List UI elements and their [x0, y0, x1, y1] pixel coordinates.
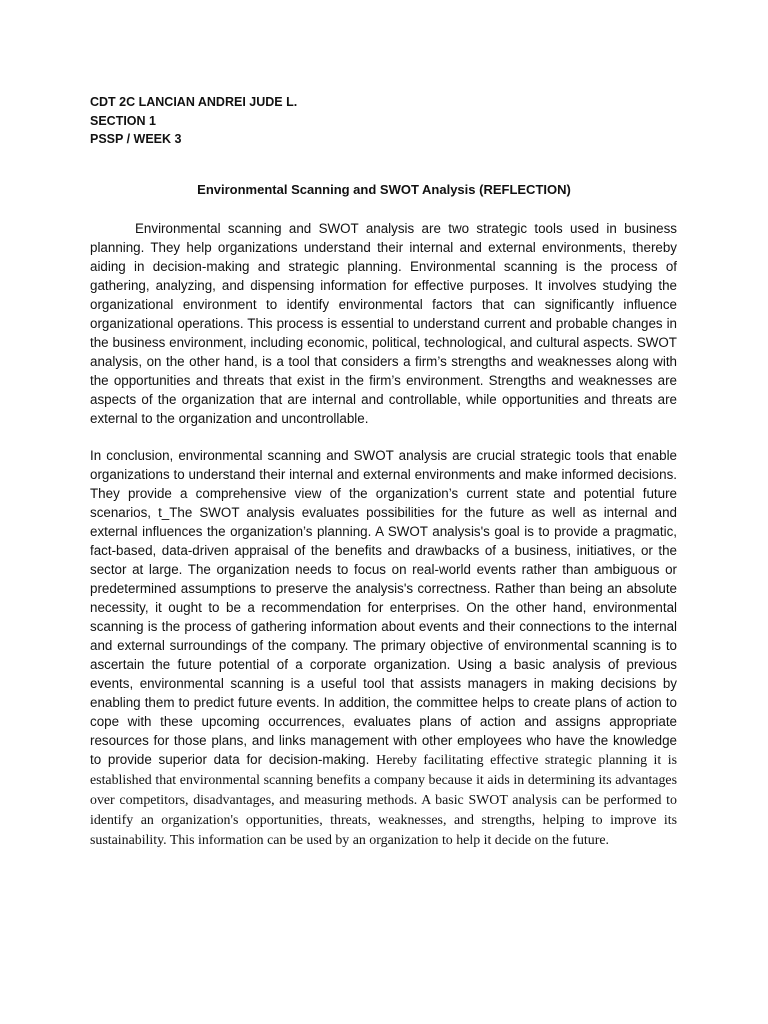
paragraph-intro: Environmental scanning and SWOT analysis are two strategic tools used in business planning. They help organizations understand their internal and external environments, thereby aiding in decision-making and strategic planning. Environmental scanning is the process of gathering, analyzing, and dispensing information for effective purposes. It involves studying the organizational environment to identify environmental factors that can significantly influence organizational operations. This process is essential to understand current and probable changes in the business environment, including economic, political, technological, and cultural aspects. SWOT analysis, on the other hand, is a tool that considers a firm’s strengths and weaknesses along with the opportunities and threats that exist in the firm’s environment. Strengths and weaknesses are aspects of the organization that are internal and controllable, while opportunities and threats are external to the organization and uncontrollable. — [90, 221, 677, 426]
document-title: Environmental Scanning and SWOT Analysis (REFLECTION) — [197, 182, 571, 197]
paragraph-conclusion-serif: Hereby facilitating effective strategic planning it is established that environmental scanning benefits a company because it aids in determining its advantages over competitors, disadvantages, and measuring methods. A basic SWOT analysis can be performed to identify an organization's opportunities, threats, weaknesses, and strengths, helping to improve its sustainability. This information can be used by an organization to help it decide on the future. — [90, 753, 678, 848]
course-week-label: PSSP / WEEK 3 — [90, 132, 182, 146]
paragraph-conclusion-main: In conclusion, environmental scanning and SWOT analysis are crucial strategic tools that enable organizations to understand their internal and external environments and make informed decisions. They provide a comprehensive view of the organization’s current state and potential future scenarios, t_The SWOT analysis evaluates possibilities for the future as well as internal and external influences the organization’s planning. A SWOT analysis's goal is to provide a pragmatic, fact-based, data-driven appraisal of the benefits and drawbacks of a business, initiatives, or the sector at large. The organization needs to focus on real-world events rather than ambiguous or predetermined assumptions to preserve the analysis's correctness. Rather than being an absolute necessity, it ought to be a recommendation for enterprises. On the other hand, environmental scanning is the process of gathering information about events and their connections to the internal and external surroundings of the company. The primary objective of environmental scanning is to ascertain the future potential of a corporate organization. Using a basic analysis of previous events, environmental scanning is a useful tool that assists managers in making decisions by enabling them to predict future events. In addition, the committee helps to create plans of action to cope with these upcoming occurrences, evaluates plans of action and assigns appropriate resources for those plans, and links management with other employees who have the knowledge to provide superior data for decision-making. — [90, 448, 677, 767]
author-name: CDT 2C LANCIAN ANDREI JUDE L. — [90, 95, 298, 109]
author-header — [90, 93, 297, 149]
paragraph-conclusion — [90, 446, 677, 850]
section-label: SECTION 1 — [90, 113, 156, 128]
